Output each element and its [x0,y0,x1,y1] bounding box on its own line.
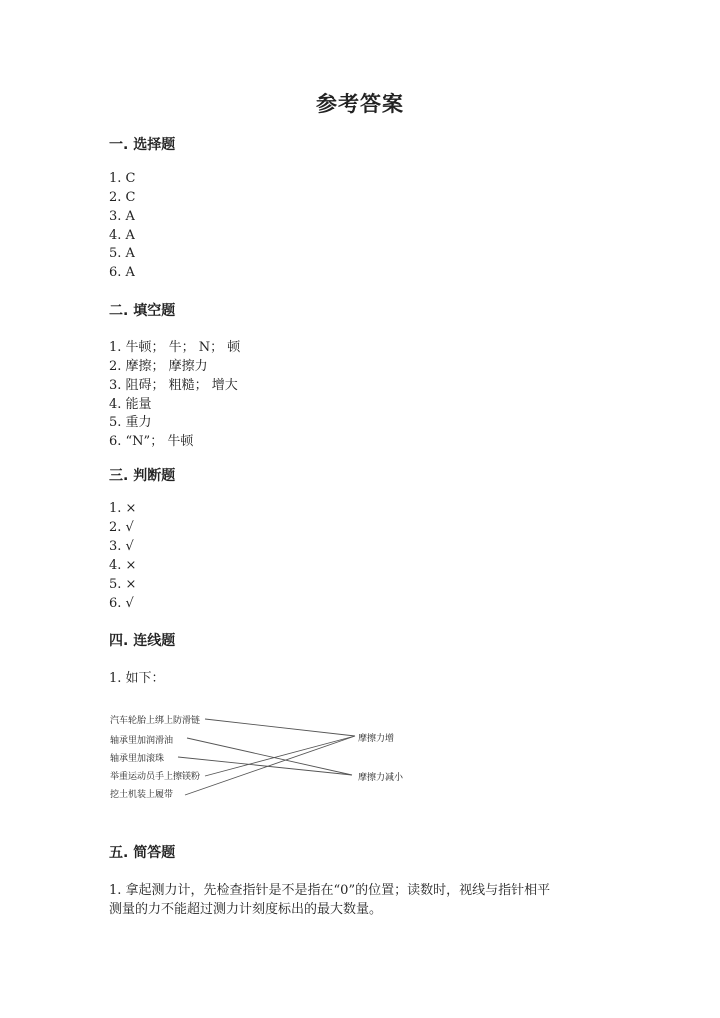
diagram-right-item: 摩擦力减小 [358,773,404,783]
answer-item: 6. A [109,265,135,280]
diagram-connector [185,736,355,795]
answer-item: 4. 能量 [109,397,152,412]
answer-item: 1. × [109,501,137,516]
section-heading-short-answer: 五. 简答题 [109,845,176,861]
section-heading-choice: 一. 选择题 [109,137,176,153]
section-heading-true-false: 三. 判断题 [109,468,176,484]
diagram-left-item: 挖土机装上履带 [110,790,174,800]
section-heading-matching: 四. 连线题 [109,633,176,649]
diagram-left-item: 汽车轮胎上绑上防滑链 [110,716,201,726]
diagram-right-item: 摩擦力增 [358,734,395,744]
answer-item: 3. A [109,209,135,224]
diagram-left-item: 轴承里加润滑油 [110,736,174,746]
diagram-connector [205,736,355,776]
answer-item: 1. 拿起测力计，先检查指针是不是指在“0”的位置；读数时，视线与指针相平 [109,883,551,898]
answer-item: 3. √ [109,539,134,554]
answer-item: 1. 牛顿； 牛； N； 顿 [109,340,241,355]
diagram-connector [205,719,355,736]
diagram-left-item: 举重运动员手上擦镁粉 [110,772,201,782]
section-heading-fill-blank: 二. 填空题 [109,303,176,319]
answer-item: 1. C [109,171,136,186]
answer-item: 5. 重力 [109,415,152,430]
diagram-left-item: 轴承里加滚珠 [110,754,165,764]
answer-item: 6. “N”； 牛顿 [109,434,194,449]
page-title: 参考答案 [316,91,404,116]
answer-item: 5. × [109,577,137,592]
answer-item: 3. 阻碍； 粗糙； 增大 [109,378,238,393]
answer-item: 1. 如下： [109,671,165,686]
answer-item: 2. C [109,190,136,205]
answer-item: 4. A [109,228,135,243]
answer-item: 测量的力不能超过测力计刻度标出的最大数量。 [109,902,383,917]
answer-item: 2. 摩擦； 摩擦力 [109,359,208,374]
answer-item: 4. × [109,558,137,573]
answer-item: 2. √ [109,520,134,535]
answer-item: 5. A [109,246,135,261]
answer-item: 6. √ [109,596,134,611]
